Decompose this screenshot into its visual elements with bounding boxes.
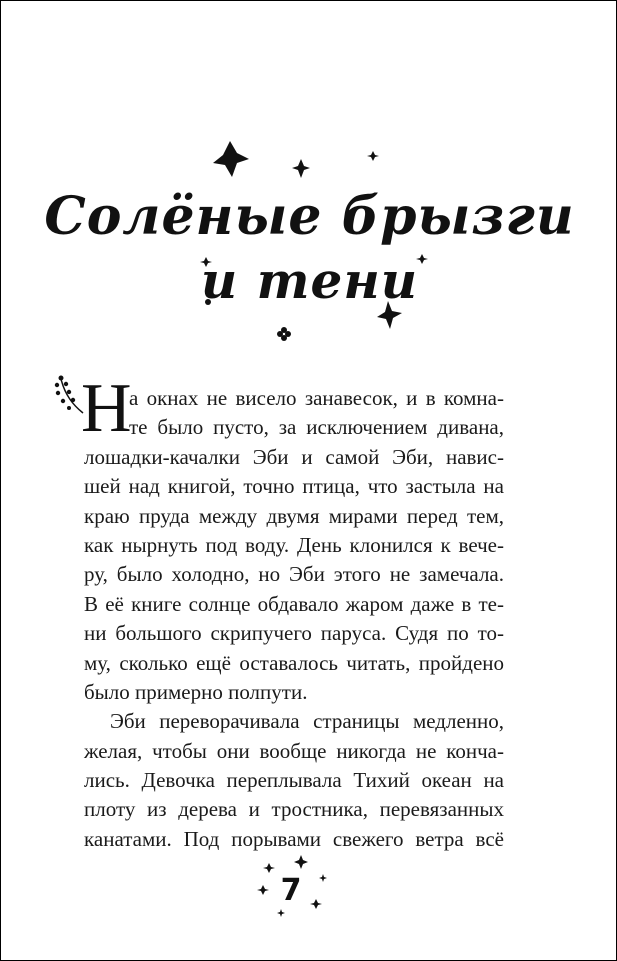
body-text xyxy=(84,384,504,854)
paragraph-1-line: было примерно полпути. xyxy=(84,679,308,704)
paragraph-1-line: шей над книгой, точно птица, что застыла на xyxy=(84,474,504,499)
paragraph-1-line: ни большого скрипучего паруса. Судя по то- xyxy=(84,621,504,646)
paragraph-2-line: плоту из дерева и тростника, перевязанных xyxy=(84,797,504,822)
paragraph-1-line: как нырнуть под воду. День клонился к вече- xyxy=(84,532,504,557)
paragraph-1-line: В её книге солнце обдавало жаром даже в те- xyxy=(84,591,504,616)
paragraph-1-line: му, сколько ещё оставалось читать, пройдено xyxy=(84,650,504,675)
paragraph-1-line: а окнах не висело занавесок, и в комна- xyxy=(129,386,504,410)
paragraph-1-line: лошадки-качалки Эби и самой Эби, навис- xyxy=(84,444,504,469)
paragraph-1-line: ру, было холодно, но Эби этого не замечала. xyxy=(84,562,504,587)
page-number: 7 xyxy=(280,873,302,908)
paragraph-2-line: канатами. Под порывами свежего ветра всё xyxy=(84,826,504,851)
chapter-title-line-2: и тени xyxy=(200,251,419,310)
drop-cap: Н xyxy=(81,370,132,447)
paragraph-2-line: лись. Девочка переплывала Тихий океан на xyxy=(84,768,504,793)
paragraph-1-line: краю пруда между двумя мирами перед тем, xyxy=(84,503,504,528)
paragraph-2-line: желая, чтобы они вообще никогда не конча- xyxy=(84,738,504,763)
chapter-title-line-1: Солёные брызги xyxy=(44,186,575,247)
paragraph-1-line: те было пусто, за исключением дивана, xyxy=(129,415,504,440)
paragraph-2-line: Эби переворачивала страницы медленно, xyxy=(110,709,504,734)
